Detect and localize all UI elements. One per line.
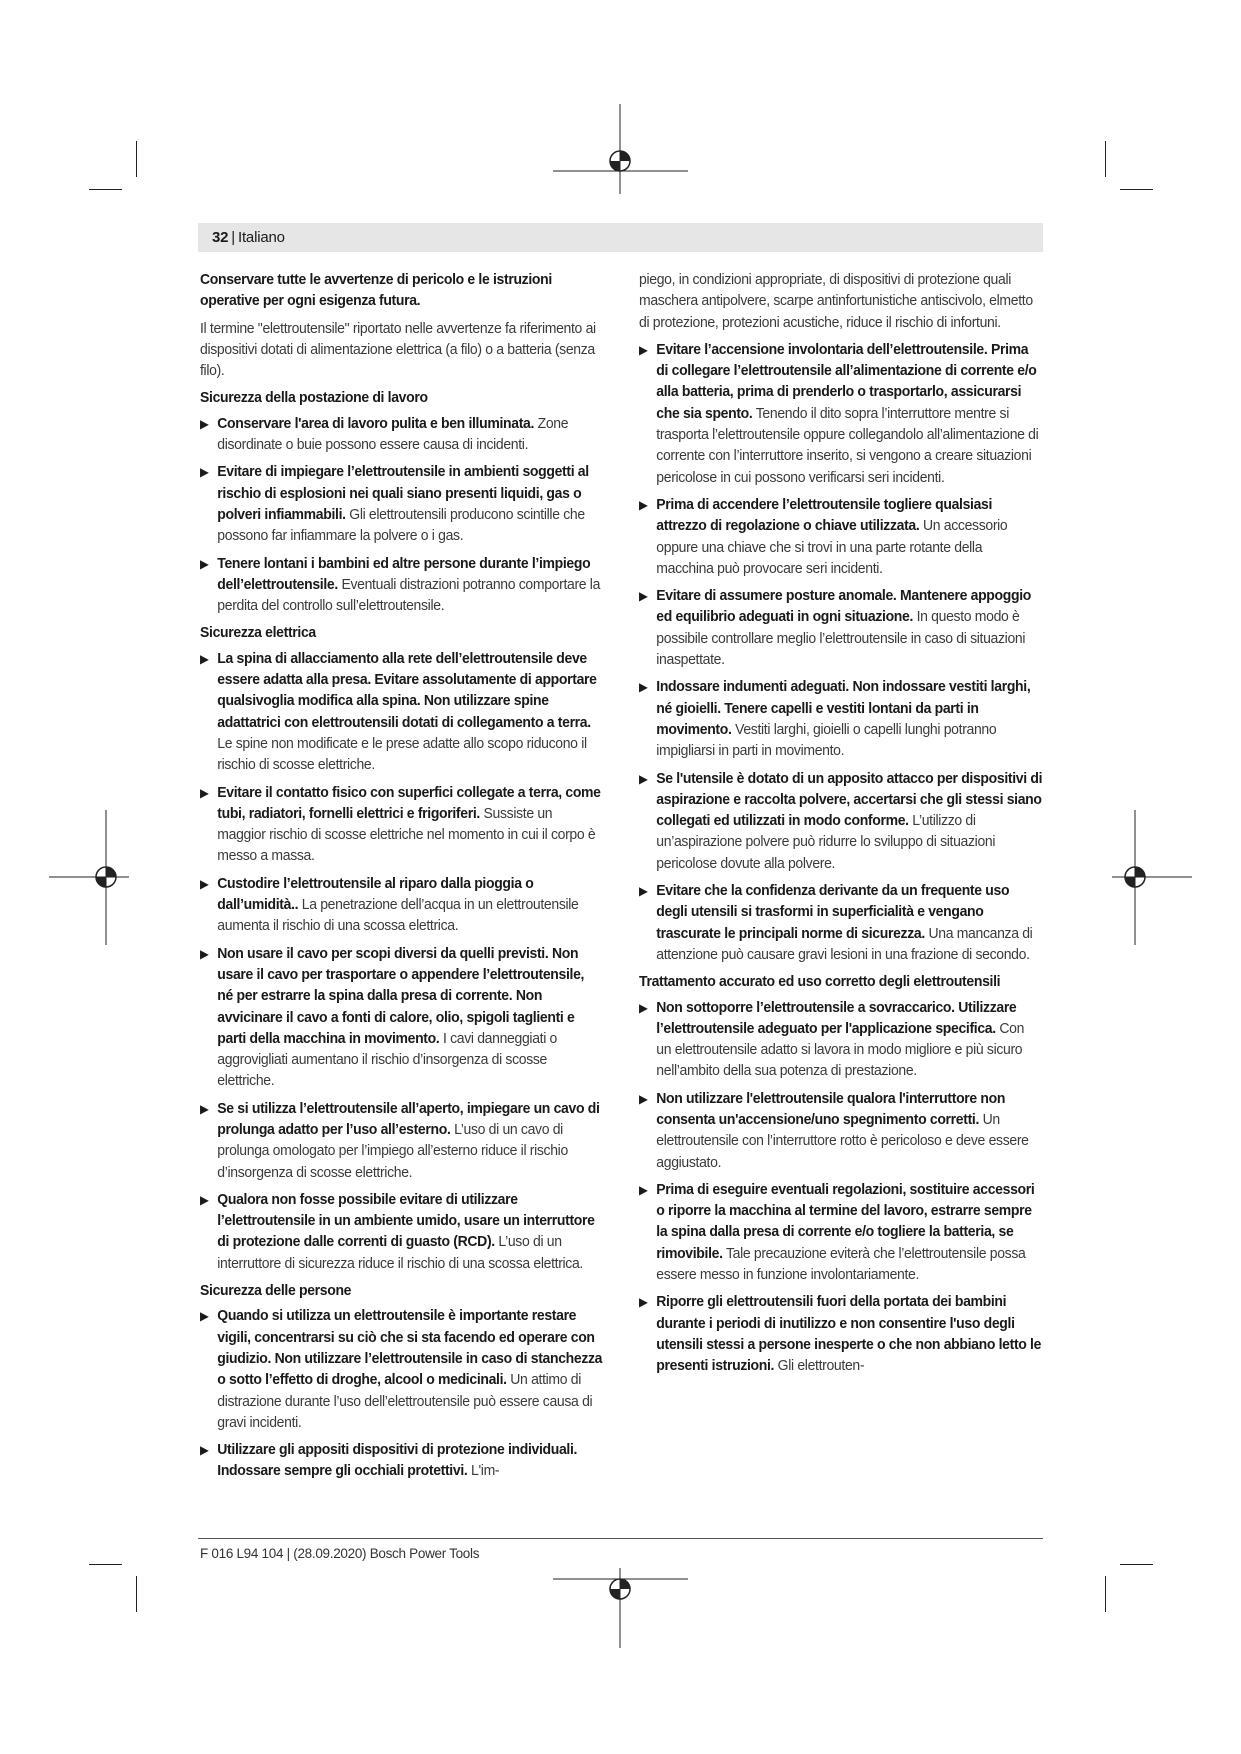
intro-warning: Conservare tutte le avvertenze di pericolo e le istruzioni operative per ogni esigenza futura.: [200, 272, 552, 310]
bullet-triangle-icon: ▶: [639, 1182, 648, 1197]
bullet-triangle-icon: ▶: [639, 589, 648, 604]
bullet-triangle-icon: ▶: [200, 1101, 209, 1116]
list-item: [200, 1190, 603, 1275]
section-title-work-area: Sicurezza della postazione di lavoro: [200, 390, 428, 407]
registration-mark-right: [1112, 810, 1192, 945]
bullet-triangle-icon: ▶: [200, 1443, 209, 1458]
item-explanation: Tenendo il dito sopra l’interruttore mentre si trasporta l’elettroutensile oppure collegandolo all’alimentazione di corrente con l’interruttore inserito, si vengono a creare situazioni pericolose in cui possono verificarsi seri incidenti.: [656, 405, 1039, 486]
header-language: Italiano: [238, 229, 285, 246]
bullet-triangle-icon: ▶: [639, 497, 648, 512]
electrical-safety-list: [200, 649, 603, 1275]
item-instruction: Evitare di impiegare l’elettroutensile in ambienti soggetti al rischio di esplosioni nei quali siano presenti liquidi, gas o polveri infiammabili.: [217, 464, 589, 523]
list-item: [639, 586, 1042, 671]
bullet-triangle-icon: ▶: [639, 1295, 648, 1310]
bullet-triangle-icon: ▶: [200, 1192, 209, 1207]
bullet-triangle-icon: ▶: [200, 465, 209, 480]
item-explanation: L'im-: [467, 1463, 500, 1480]
item-explanation: Con un elettroutensile adatto si lavora in modo migliore e più sicuro nell’ambito della sua potenza di prestazione.: [656, 1020, 1025, 1080]
list-item: [639, 769, 1042, 875]
continuation-text: piego, in condizioni appropriate, di dispositivi di protezione quali maschera antipolvere, scarpe antinfortunistiche antiscivolo, elmetto di protezione, protezioni acustiche, riduce il rischio di infortuni.: [639, 272, 1033, 331]
item-instruction: Evitare il contatto fisico con superfici collegate a terra, come tubi, radiatori, fornelli elettrici e frigoriferi.: [217, 784, 601, 822]
list-item: [200, 874, 603, 938]
item-instruction: La spina di allacciamento alla rete dell’elettroutensile deve essere adatta alla presa. Evitare assolutamente di apportare qualsivoglia modifica alla spina. Non utilizzare spine adattatrici con elettroutensili dotati di collegamento a terra.: [217, 650, 597, 731]
bullet-triangle-icon: ▶: [200, 876, 209, 891]
intro-text: Il termine "elettroutensile" riportato nelle avvertenze fa riferimento ai dispositivi dotati di alimentazione elettrica (a filo) o a batteria (senza filo).: [200, 320, 596, 380]
section-title-electrical: Sicurezza elettrica: [200, 625, 316, 642]
list-item: [639, 495, 1042, 580]
bullet-triangle-icon: ▶: [639, 1091, 648, 1106]
list-item: [200, 414, 603, 457]
bullet-triangle-icon: ▶: [639, 342, 648, 357]
item-explanation: Tale precauzione eviterà che l’elettroutensile possa essere messo in funzione involontariamente.: [656, 1245, 1026, 1284]
item-explanation: Vestiti larghi, gioielli o capelli lunghi potranno impigliarsi in parti in movimento.: [656, 721, 997, 760]
item-instruction: Evitare di assumere posture anomale. Mantenere appoggio ed equilibrio adeguati in ogni situazione.: [656, 588, 1031, 626]
bullet-triangle-icon: ▶: [200, 946, 209, 961]
item-explanation: L’uso di un interruttore di sicurezza riduce il rischio di una scossa elettrica.: [217, 1234, 583, 1272]
list-item: [639, 881, 1042, 966]
item-instruction: Custodire l’elettroutensile al riparo dalla pioggia o dall’umidità..: [217, 875, 534, 914]
item-explanation: Un accessorio oppure una chiave che si trovi in una parte rotante della macchina può provocare seri incidenti.: [656, 518, 1008, 577]
personal-safety-list: [200, 1306, 603, 1482]
header-separator: |: [231, 229, 235, 246]
bullet-triangle-icon: ▶: [200, 1309, 209, 1324]
item-instruction: Evitare che la confidenza derivante da un frequente uso degli utensili si trasformi in superficialità e vengano trascurate le principali norme di sicurezza.: [656, 883, 1010, 942]
item-explanation: I cavi danneggiati o aggrovigliati aumentano il rischio d’insorgenza di scosse elettriche.: [217, 1030, 557, 1090]
list-item: [639, 340, 1042, 489]
list-item: [200, 944, 603, 1093]
item-explanation: L’uso di un cavo di prolunga omologato per l’impiego all’esterno riduce il rischio d’insorgenza di scosse elettriche.: [217, 1121, 568, 1181]
list-item: [200, 1440, 603, 1483]
item-explanation: Un attimo di distrazione durante l’uso dell’elettroutensile può essere causa di gravi incidenti.: [217, 1372, 593, 1431]
bullet-triangle-icon: ▶: [639, 1000, 648, 1015]
tool-use-list: [639, 998, 1042, 1378]
item-instruction: Quando si utilizza un elettroutensile è importante restare vigili, concentrarsi su ciò che si sta facendo ed operare con giudizio. Non utilizzare l’elettroutensile in caso di stanchezza o sotto l’effetto di droghe, alcool o medicinali.: [217, 1308, 603, 1389]
registration-mark-top: [553, 104, 688, 194]
list-item: [200, 1306, 603, 1434]
item-explanation: Zone disordinate o buie possono essere causa di incidenti.: [217, 415, 569, 454]
registration-mark-bottom: [553, 1568, 688, 1648]
item-instruction: Se l'utensile è dotato di un apposito attacco per dispositivi di aspirazione e raccolta polvere, accertarsi che gli stessi siano collegati ed utilizzati in modo conforme.: [656, 770, 1043, 830]
list-item: [200, 554, 603, 618]
list-item: [639, 1180, 1042, 1286]
item-explanation: In questo modo è possibile controllare meglio l’elettroutensile in caso di situazioni inaspettate.: [656, 609, 1026, 669]
item-explanation: Gli elettrouten-: [774, 1358, 865, 1375]
page-header: [198, 223, 1043, 252]
list-item: [639, 1292, 1042, 1377]
list-item: [200, 462, 603, 547]
item-instruction: Utilizzare gli appositi dispositivi di protezione individuali. Indossare sempre gli occhiali protettivi.: [217, 1442, 578, 1480]
list-item: [639, 1089, 1042, 1174]
bullet-triangle-icon: ▶: [639, 884, 648, 899]
work-area-list: [200, 414, 603, 618]
registration-mark-left: [49, 810, 129, 945]
item-explanation: L’utilizzo di un’aspirazione polvere può ridurre lo sviluppo di situazioni pericolose dovute alla polvere.: [656, 813, 996, 872]
item-instruction: Indossare indumenti adeguati. Non indossare vestiti larghi, né gioielli. Tenere capelli e vestiti lontani da parti in movimento.: [656, 679, 1031, 738]
section-title-personal: Sicurezza delle persone: [200, 1283, 352, 1300]
item-instruction: Evitare l’accensione involontaria dell’elettroutensile. Prima di collegare l’elettroutensile all’alimentazione di corrente e/o alla batteria, prima di prenderlo o trasportarlo, assicurarsi che sia spento.: [656, 341, 1037, 422]
item-explanation: La penetrazione dell’acqua in un elettroutensile aumenta il rischio di una scossa elettrica.: [217, 897, 579, 935]
bullet-triangle-icon: ▶: [200, 416, 209, 431]
footer-divider: [198, 1538, 1043, 1539]
list-item: [200, 649, 603, 777]
left-column: [200, 270, 603, 1489]
page-number: 32: [212, 229, 229, 246]
bullet-triangle-icon: ▶: [200, 556, 209, 571]
list-item: [639, 998, 1042, 1083]
list-item: [200, 783, 603, 868]
item-explanation: Gli elettroutensili producono scintille che possono far infiammare la polvere o i gas.: [217, 506, 585, 545]
item-instruction: Non usare il cavo per scopi diversi da quelli previsti. Non usare il cavo per trasportare o appendere l’elettroutensile, né per estrarre la spina dalla presa di corrente. Non avvicinare il cavo a fonti di calore, olio, spigoli taglienti e parti della macchina in movimento.: [217, 945, 585, 1047]
right-column: [639, 270, 1042, 1384]
item-explanation: Una mancanza di attenzione può causare gravi lesioni in una frazione di secondo.: [656, 925, 1033, 963]
item-instruction: Prima di eseguire eventuali regolazioni, sostituire accessori o riporre la macchina al termine del lavoro, estrarre sempre la spina dalla presa di corrente e/o togliere la batteria, se rimovibile.: [656, 1181, 1035, 1262]
footer-text: F 016 L94 104 | (28.09.2020) Bosch Power Tools: [200, 1546, 480, 1561]
item-explanation: Un elettroutensile con l’interruttore rotto è pericoloso e deve essere aggiustato.: [656, 1111, 1029, 1171]
bullet-triangle-icon: ▶: [200, 785, 209, 800]
item-instruction: Non utilizzare l'elettroutensile qualora l'interruttore non consenta un'accensione/uno spegnimento corretti.: [656, 1090, 1006, 1128]
bullet-triangle-icon: ▶: [639, 771, 648, 786]
item-instruction: Non sottoporre l’elettroutensile a sovraccarico. Utilizzare l’elettroutensile adeguato per l'applicazione specifica.: [656, 999, 1017, 1037]
personal-safety-list-continued: [639, 340, 1042, 966]
bullet-triangle-icon: ▶: [200, 651, 209, 666]
item-instruction: Riporre gli elettroutensili fuori della portata dei bambini durante i periodi di inutilizzo e non consentire l'uso degli utensili stessi a persone inesperte o che non abbiano letto le presenti istruzioni.: [656, 1294, 1042, 1375]
item-explanation: Le spine non modificate e le prese adatte allo scopo riducono il rischio di scosse elettriche.: [217, 735, 587, 774]
section-title-tool-use: Trattamento accurato ed uso corretto degli elettroutensili: [639, 974, 1001, 991]
item-instruction: Tenere lontani i bambini ed altre persone durante l’impiego dell’elettroutensile.: [217, 555, 591, 593]
bullet-triangle-icon: ▶: [639, 680, 648, 695]
item-instruction: Se si utilizza l’elettroutensile all’aperto, impiegare un cavo di prolunga adatto per l’uso all’esterno.: [217, 1100, 600, 1138]
item-explanation: Sussiste un maggior rischio di scosse elettriche nel momento in cui il corpo è messo a massa.: [217, 805, 596, 865]
item-instruction: Conservare l'area di lavoro pulita e ben illuminata.: [217, 415, 535, 432]
list-item: [200, 1099, 603, 1184]
item-instruction: Qualora non fosse possibile evitare di utilizzare l’elettroutensile in un ambiente umido, usare un interruttore di protezione dalle correnti di guasto (RCD).: [217, 1191, 595, 1251]
item-explanation: Eventuali distrazioni potranno comportare la perdita del controllo sull’elettroutensile.: [217, 576, 601, 615]
list-item: [639, 677, 1042, 762]
item-instruction: Prima di accendere l’elettroutensile togliere qualsiasi attrezzo di regolazione o chiave utilizzata.: [656, 496, 993, 535]
